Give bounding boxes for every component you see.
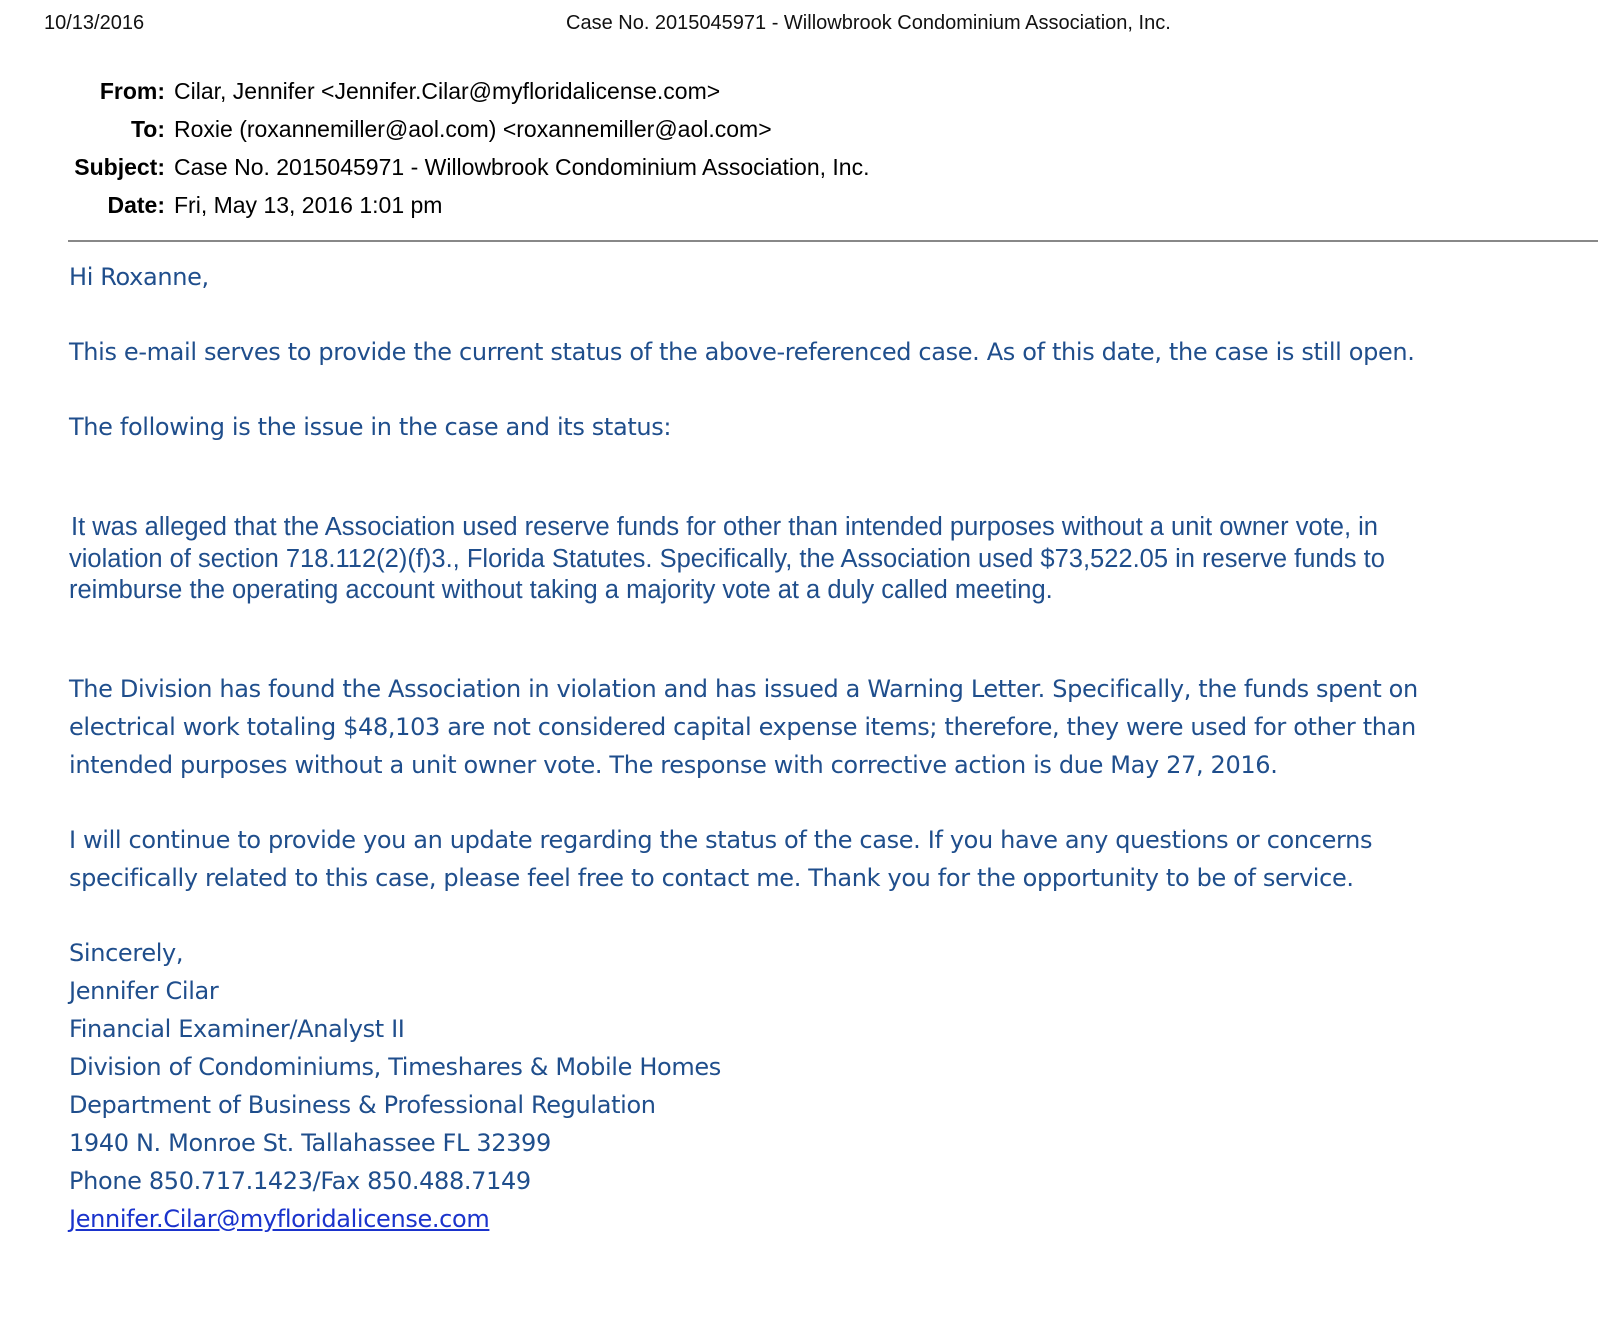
print-header bbox=[0, 12, 1600, 38]
header-divider bbox=[68, 240, 1598, 242]
from-label: From: bbox=[99, 78, 165, 104]
print-date: 10/13/2016 bbox=[44, 12, 145, 34]
issue-intro: The following is the issue in the case and its status: bbox=[69, 413, 672, 441]
finding-line: The Division has found the Association in violation and has issued a Warning Letter. Specifically, the funds spent on bbox=[69, 674, 1418, 703]
signer-division: Division of Condominiums, Timeshares & Mobile Homes bbox=[69, 1052, 721, 1081]
closing-line: specifically related to this case, please feel free to contact me. Thank you for the opportunity to be of service. bbox=[69, 863, 1354, 892]
allegation-paragraph bbox=[69, 512, 1579, 607]
to-value: Roxie (roxannemiller@aol.com) <roxannemiller@aol.com> bbox=[174, 116, 772, 142]
subject-value: Case No. 2015045971 - Willowbrook Condominium Association, Inc. bbox=[174, 154, 870, 180]
from-value: Cilar, Jennifer <Jennifer.Cilar@myfloridalicense.com> bbox=[174, 78, 721, 104]
signer-address: 1940 N. Monroe St. Tallahassee FL 32399 bbox=[69, 1128, 551, 1157]
signature-block bbox=[69, 934, 1579, 1238]
closing-paragraph bbox=[69, 821, 1579, 897]
email-headers bbox=[0, 72, 1600, 224]
signer-phone-fax: Phone 850.717.1423/Fax 850.488.7149 bbox=[69, 1166, 531, 1195]
subject-label: Subject: bbox=[74, 154, 165, 180]
allegation-line: reimburse the operating account without taking a majority vote at a duly called meeting. bbox=[69, 576, 1053, 604]
from-row bbox=[0, 72, 1600, 110]
greeting: Hi Roxanne, bbox=[69, 263, 209, 291]
finding-paragraph bbox=[69, 670, 1579, 784]
signer-email-link[interactable]: Jennifer.Cilar@myfloridalicense.com bbox=[69, 1204, 490, 1233]
finding-line: intended purposes without a unit owner vote. The response with corrective action is due May 27, 2016. bbox=[69, 750, 1278, 779]
allegation-line: It was alleged that the Association used reserve funds for other than intended purposes without a unit owner vote, in bbox=[71, 513, 1378, 541]
signer-department: Department of Business & Professional Regulation bbox=[69, 1090, 656, 1119]
finding-line: electrical work totaling $48,103 are not considered capital expense items; therefore, they were used for other than bbox=[69, 712, 1416, 741]
signer-title: Financial Examiner/Analyst II bbox=[69, 1014, 405, 1043]
signer-name: Jennifer Cilar bbox=[69, 976, 219, 1005]
date-label: Date: bbox=[107, 192, 165, 218]
valediction: Sincerely, bbox=[69, 938, 184, 967]
date-value: Fri, May 13, 2016 1:01 pm bbox=[174, 192, 443, 218]
to-label: To: bbox=[130, 116, 165, 142]
date-row bbox=[0, 186, 1600, 224]
closing-line: I will continue to provide you an update regarding the status of the case. If you have any questions or concerns bbox=[69, 825, 1373, 854]
print-title: Case No. 2015045971 - Willowbrook Condominium Association, Inc. bbox=[566, 12, 1171, 34]
signer-email-row bbox=[69, 1200, 1579, 1238]
to-row bbox=[0, 110, 1600, 148]
allegation-line: violation of section 718.112(2)(f)3., Florida Statutes. Specifically, the Association used $73,522.05 in reserve funds to bbox=[69, 544, 1385, 573]
status-paragraph: This e-mail serves to provide the current status of the above-referenced case. As of this date, the case is still open. bbox=[69, 338, 1415, 366]
subject-row bbox=[0, 148, 1600, 186]
email-body bbox=[69, 258, 1579, 1238]
